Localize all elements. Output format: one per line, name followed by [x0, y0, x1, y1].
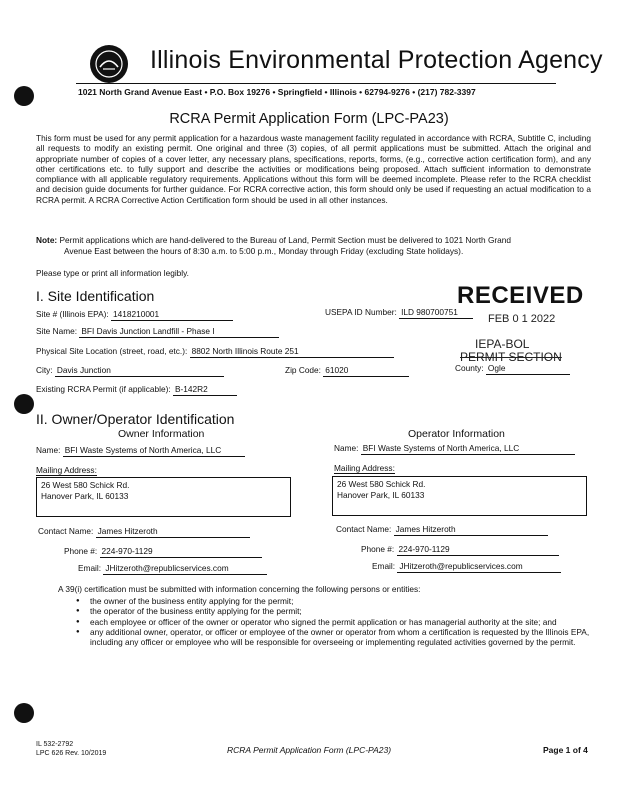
existing-permit-field[interactable]: B-142R2 [173, 384, 237, 396]
section-owner-operator-heading: II. Owner/Operator Identification [36, 411, 235, 427]
header-divider [76, 83, 556, 84]
operator-email-row [372, 561, 561, 573]
city-field[interactable]: Davis Junction [55, 365, 224, 377]
owner-email-label: Email: [78, 563, 102, 573]
operator-email-field[interactable]: JHitzeroth@republicservices.com [397, 561, 561, 573]
agency-name: Illinois Environmental Protection Agency [150, 46, 603, 74]
site-number-row [36, 309, 233, 321]
received-stamp-line-1: IEPA-BOL [475, 337, 530, 351]
form-title: RCRA Permit Application Form (LPC-PA23) [169, 111, 449, 127]
operator-contact-field[interactable]: James Hitzeroth [394, 524, 548, 536]
operator-name-field[interactable]: BFI Waste Systems of North America, LLC [361, 443, 575, 455]
county-row [455, 363, 570, 375]
footer-code-1: IL 532-2792 [36, 741, 74, 748]
owner-phone-label: Phone #: [64, 546, 98, 556]
site-location-row [36, 346, 394, 358]
operator-phone-row [361, 544, 559, 556]
binder-hole [14, 703, 34, 723]
owner-name-row [36, 445, 245, 457]
zip-row [285, 365, 409, 377]
footer-code-2: LPC 626 Rev. 10/2019 [36, 749, 107, 757]
site-name-label: Site Name: [36, 326, 78, 336]
certification-item: ● the owner of the business entity applying for the permit; [76, 596, 594, 606]
footer-form-title: RCRA Permit Application Form (LPC-PA23) [226, 745, 392, 755]
owner-name-field[interactable]: BFI Waste Systems of North America, LLC [63, 445, 245, 457]
certification-item: ● any additional owner, operator, or officer or employee of the owner or operator from whom a certification is requested by the Illinois EPA, including any officer or employee who will be responsible for overseeing or implementing regulated activities governed by the permit. [76, 627, 594, 648]
site-number-label: Site # (Illinois EPA): [36, 309, 109, 319]
received-stamp-date: FEB 0 1 2022 [488, 313, 556, 325]
intro-paragraph: This form must be used for any permit application for a hazardous waste management facility regulated in accordance with RCRA, Subtitle C, including all requests to modify an existing permit. One original and three (3) copies, of all permit applications must be submitted. Attach the original and appropriate number of copies of a cover letter, any necessary plans, specifications, reports, forms, (e.g., corrective action certification form), and any other certifications etc. to fully support and describe the activities or modifications being proposed. Attach sufficient information to demonstrate compliance with all applicable regulatory requirements. Applications without this form will be deemed incomplete. Please refer to the RCRA checklist and decision guide documents for further guidance. For RCRA corrective action, this form should only be used if requesting an actual modification to a RCRA permit. A RCRA Corrective Action Certification form should be used in all other instances. [36, 133, 591, 205]
owner-name-label: Name: [36, 445, 61, 455]
zip-label: Zip Code: [285, 365, 321, 375]
owner-phone-row [64, 546, 262, 558]
operator-phone-label: Phone #: [361, 544, 395, 554]
received-stamp-line-2: PERMIT SECTION [460, 350, 562, 364]
owner-address-line-1: 26 West 580 Schick Rd. [41, 480, 130, 490]
binder-hole [14, 86, 34, 106]
city-label: City: [36, 365, 53, 375]
usepa-id-label: USEPA ID Number: [325, 307, 397, 317]
iepa-seal-logo [90, 45, 128, 83]
owner-contact-row [38, 526, 250, 538]
existing-permit-label: Existing RCRA Permit (if applicable): [36, 384, 171, 394]
instructions-text: Please type or print all information legibly. [36, 268, 189, 278]
note-line-1: Permit applications which are hand-delivered to the Bureau of Land, Permit Section must be delivered to 1021 North Grand [59, 235, 512, 245]
operator-address-line-1: 26 West 580 Schick Rd. [337, 479, 426, 489]
usepa-id-row [325, 307, 473, 319]
site-location-field[interactable]: 8802 North Illinois Route 251 [190, 346, 394, 358]
owner-phone-field[interactable]: 224-970-1129 [100, 546, 262, 558]
owner-mailing-label [36, 465, 97, 476]
site-name-field[interactable]: BFI Davis Junction Landfill - Phase I [79, 326, 279, 338]
certification-item: ● the operator of the business entity applying for the permit; [76, 606, 594, 616]
received-stamp: RECEIVED [457, 282, 584, 309]
binder-hole [14, 394, 34, 414]
county-label: County: [455, 363, 484, 373]
operator-contact-row [336, 524, 548, 536]
owner-address-box[interactable] [36, 477, 291, 517]
certification-list [76, 596, 594, 647]
owner-mailing-label-text: Mailing Address: [36, 465, 97, 475]
certification-lead: A 39(i) certification must be submitted with information concerning the following persons or entities: [58, 584, 421, 594]
owner-address-line-2: Hanover Park, IL 60133 [41, 490, 129, 501]
owner-contact-label: Contact Name: [38, 526, 94, 536]
existing-permit-row [36, 384, 237, 396]
operator-name-row [334, 443, 575, 455]
operator-address-line-2: Hanover Park, IL 60133 [337, 489, 425, 500]
site-location-label: Physical Site Location (street, road, etc.): [36, 346, 188, 356]
usepa-id-field[interactable]: ILD 980700751 [399, 307, 473, 319]
delivery-note [36, 235, 596, 256]
operator-info-heading: Operator Information [408, 428, 505, 440]
owner-email-row [78, 563, 267, 575]
operator-phone-field[interactable]: 224-970-1129 [397, 544, 559, 556]
agency-address: 1021 North Grand Avenue East • P.O. Box 19276 • Springfield • Illinois • 62794-9276 • (217) 782-3397 [78, 87, 476, 97]
note-line-2: Avenue East between the hours of 8:30 a.m. to 5:00 p.m., Monday through Friday (excluding State holidays). [64, 245, 464, 256]
county-field[interactable]: Ogle [486, 363, 570, 375]
zip-field[interactable]: 61020 [323, 365, 409, 377]
section-site-identification-heading: I. Site Identification [36, 288, 155, 304]
page-number: Page 1 of 4 [543, 745, 588, 755]
operator-name-label: Name: [334, 443, 359, 453]
owner-contact-field[interactable]: James Hitzeroth [96, 526, 250, 538]
note-label: Note: [36, 235, 58, 245]
operator-mailing-label [334, 463, 395, 474]
site-name-row [36, 326, 279, 338]
owner-info-heading: Owner Information [118, 428, 205, 440]
operator-contact-label: Contact Name: [336, 524, 392, 534]
operator-email-label: Email: [372, 561, 396, 571]
site-number-field[interactable]: 1418210001 [111, 309, 233, 321]
operator-mailing-label-text: Mailing Address: [334, 463, 395, 473]
owner-email-field[interactable]: JHitzeroth@republicservices.com [103, 563, 267, 575]
certification-item: ● each employee or officer of the owner or operator who signed the permit application or has managerial authority at the site; and [76, 617, 594, 627]
city-row [36, 365, 224, 377]
operator-address-box[interactable] [332, 476, 587, 516]
